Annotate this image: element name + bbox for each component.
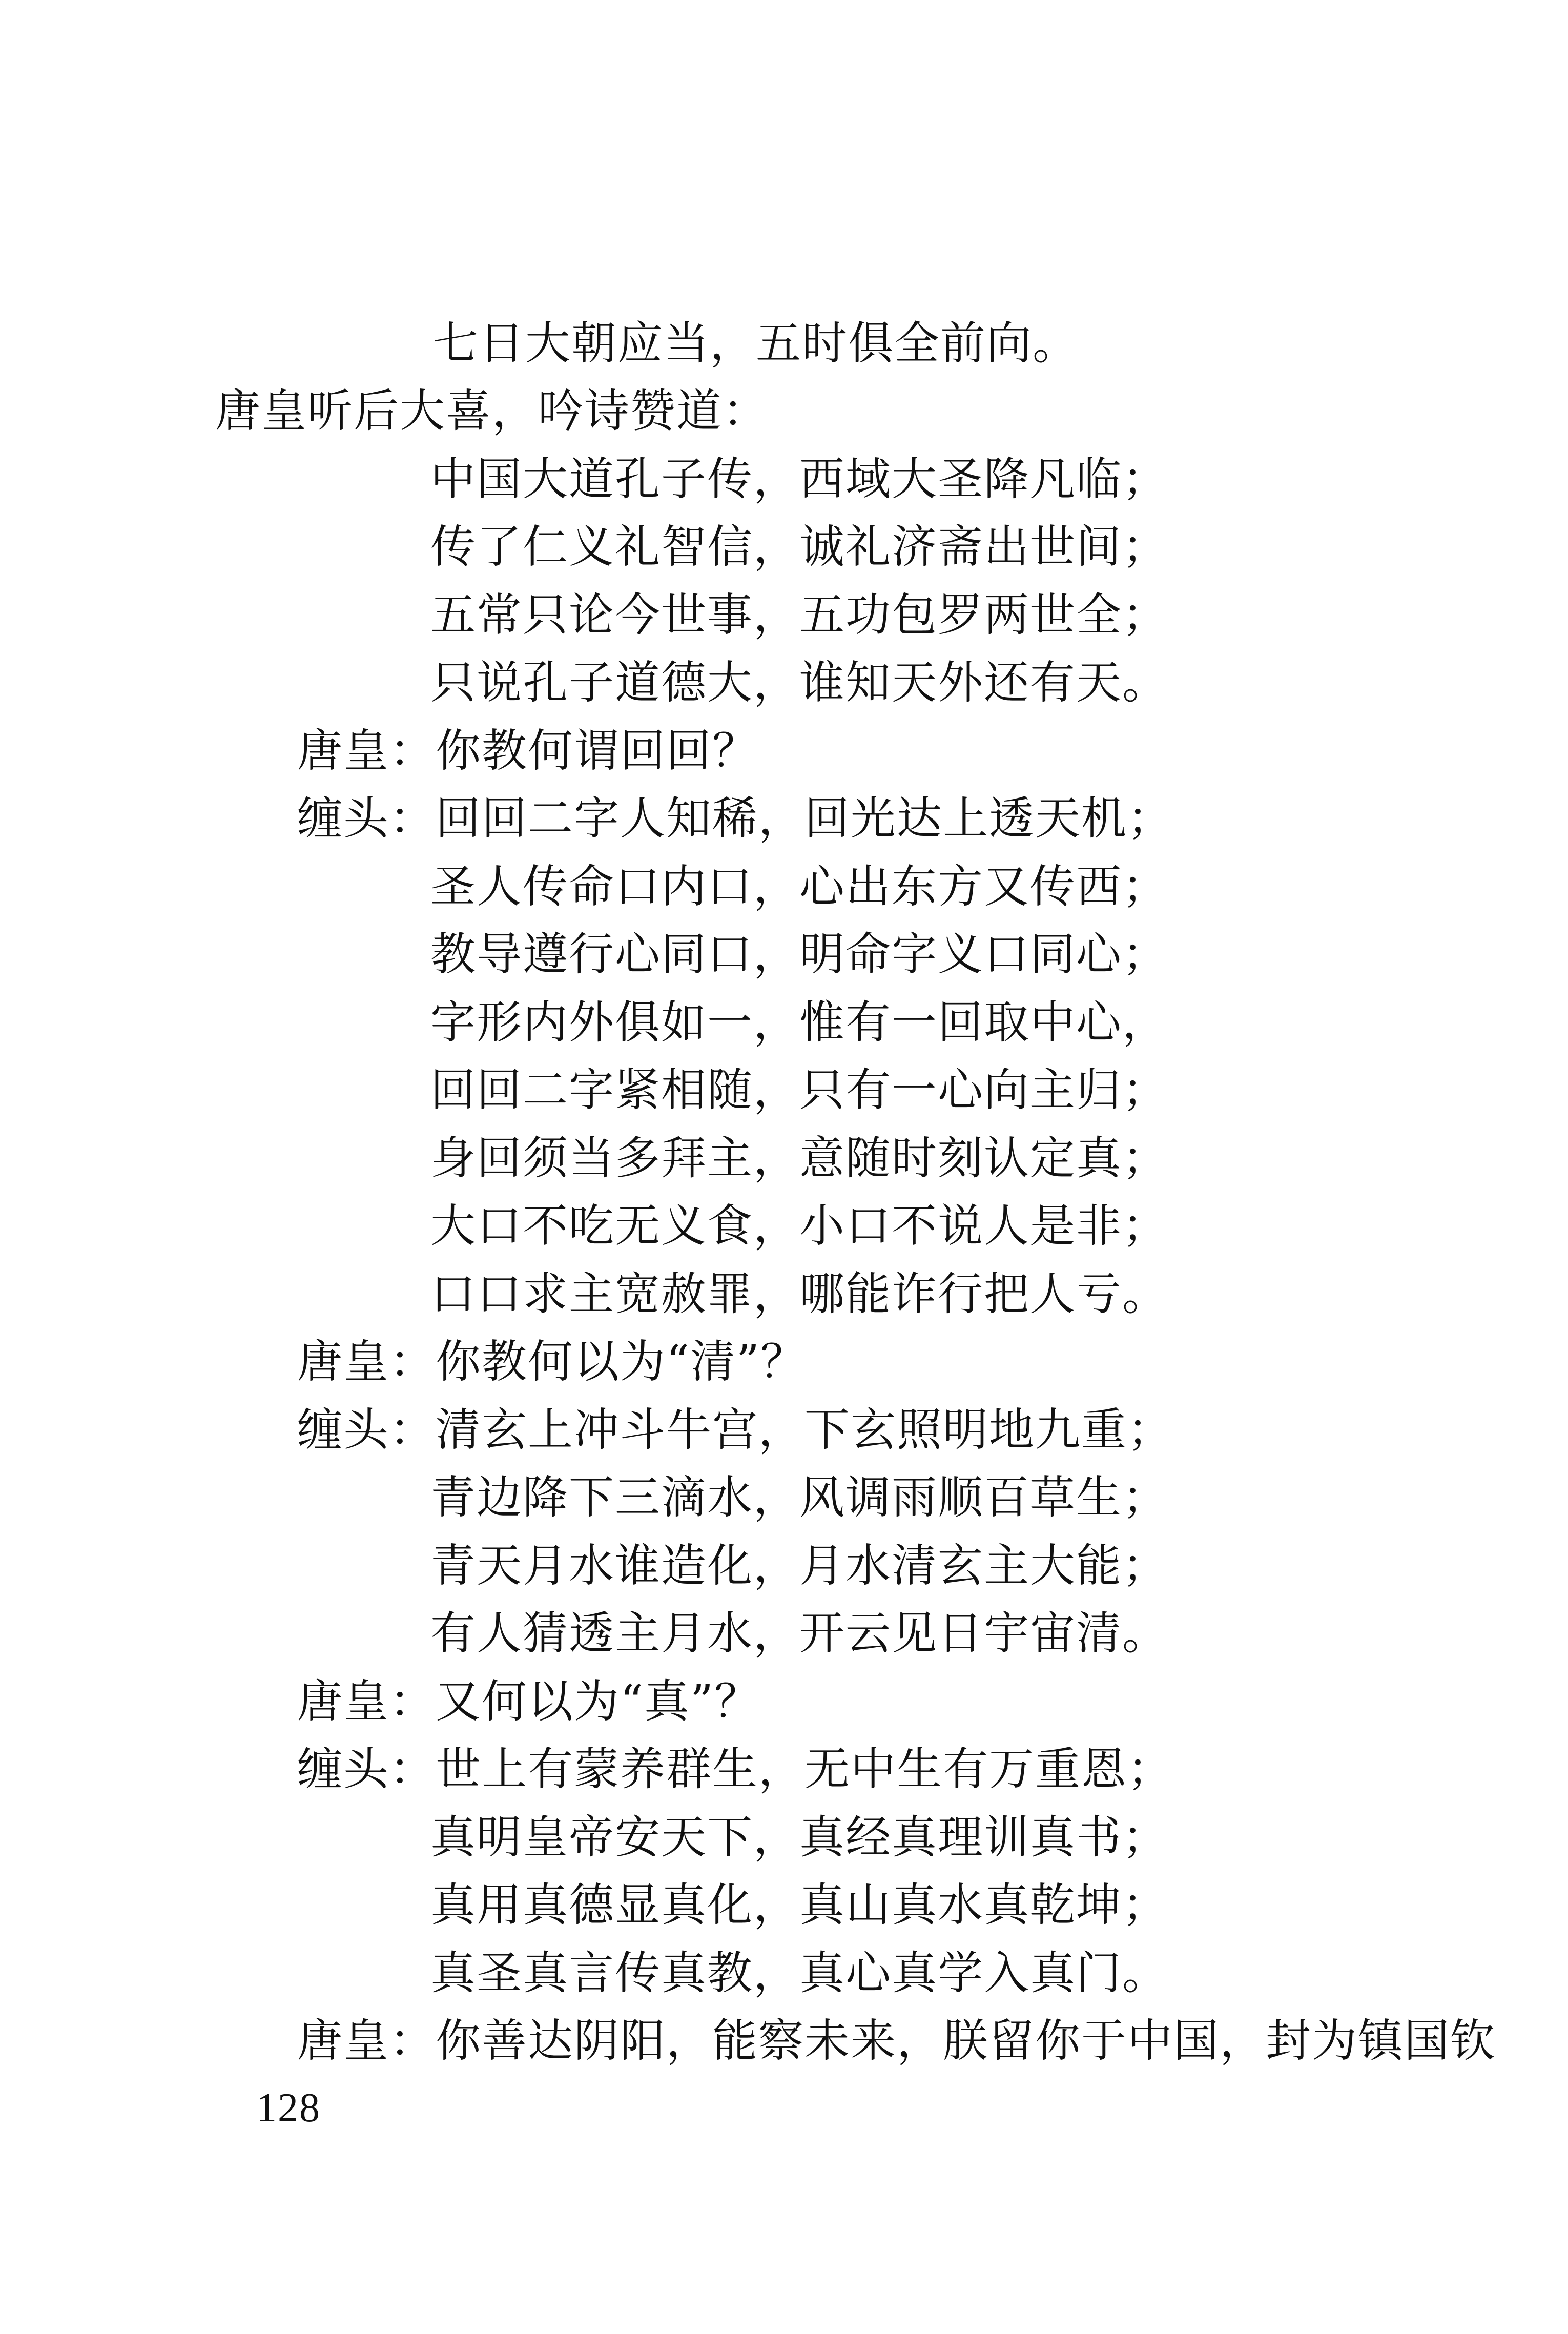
narration-line: 唐皇听后大喜，吟诗赞道： (215, 384, 769, 437)
verse-line: 圣人传命口内口，心出东方又传西； (430, 860, 1169, 913)
dialogue-line: 唐皇：你教何谓回回？ (297, 724, 759, 777)
verse-line: 七日大朝应当，五时俱全前向。 (433, 317, 1079, 370)
verse-line: 真明皇帝安天下，真经真理训真书； (430, 1811, 1169, 1864)
page-number: 128 (256, 2085, 321, 2131)
verse-line: 真用真德显真化，真山真水真乾坤； (430, 1878, 1169, 1931)
verse-line: 教导遵行心同口，明命字义口同心； (430, 928, 1169, 980)
dialogue-line: 缠头：世上有蒙养群生，无中生有万重恩； (297, 1743, 1174, 1795)
poem-line: 五常只论今世事，五功包罗两世全； (430, 588, 1169, 641)
dialogue-line: 唐皇：你教何以为“清”？ (297, 1335, 807, 1388)
verse-line: 口口求主宽赦罪，哪能诈行把人亏。 (430, 1267, 1169, 1320)
dialogue-line: 缠头：回回二字人知稀，回光达上透天机； (297, 792, 1174, 845)
poem-line: 中国大道孔子传，西域大圣降凡临； (430, 453, 1169, 505)
verse-line: 身回须当多拜主，意随时刻认定真； (430, 1132, 1169, 1184)
poem-line: 传了仁义礼智信，诚礼济斋出世间； (430, 520, 1169, 573)
dialogue-line: 唐皇：又何以为“真”？ (297, 1675, 760, 1728)
verse-line: 真圣真言传真教，真心真学入真门。 (430, 1947, 1169, 1999)
verse-line: 有人猜透主月水，开云见日宇宙清。 (430, 1607, 1169, 1660)
poem-line: 只说孔子道德大，谁知天外还有天。 (430, 656, 1169, 709)
dialogue-line: 缠头：清玄上冲斗牛宫，下玄照明地九重； (297, 1403, 1174, 1456)
dialogue-line: 唐皇：你善达阴阳，能察未来，朕留你于中国，封为镇国钦 (297, 2014, 1497, 2067)
verse-line: 青边降下三滴水，风调雨顺百草生； (430, 1471, 1169, 1524)
verse-line: 字形内外俱如一，惟有一回取中心， (430, 996, 1169, 1049)
verse-line: 青天月水谁造化，月水清玄主大能； (430, 1539, 1169, 1592)
verse-line: 大口不吃无义食，小口不说人是非； (430, 1199, 1169, 1252)
verse-line: 回回二字紧相随，只有一心向主归； (430, 1063, 1169, 1116)
